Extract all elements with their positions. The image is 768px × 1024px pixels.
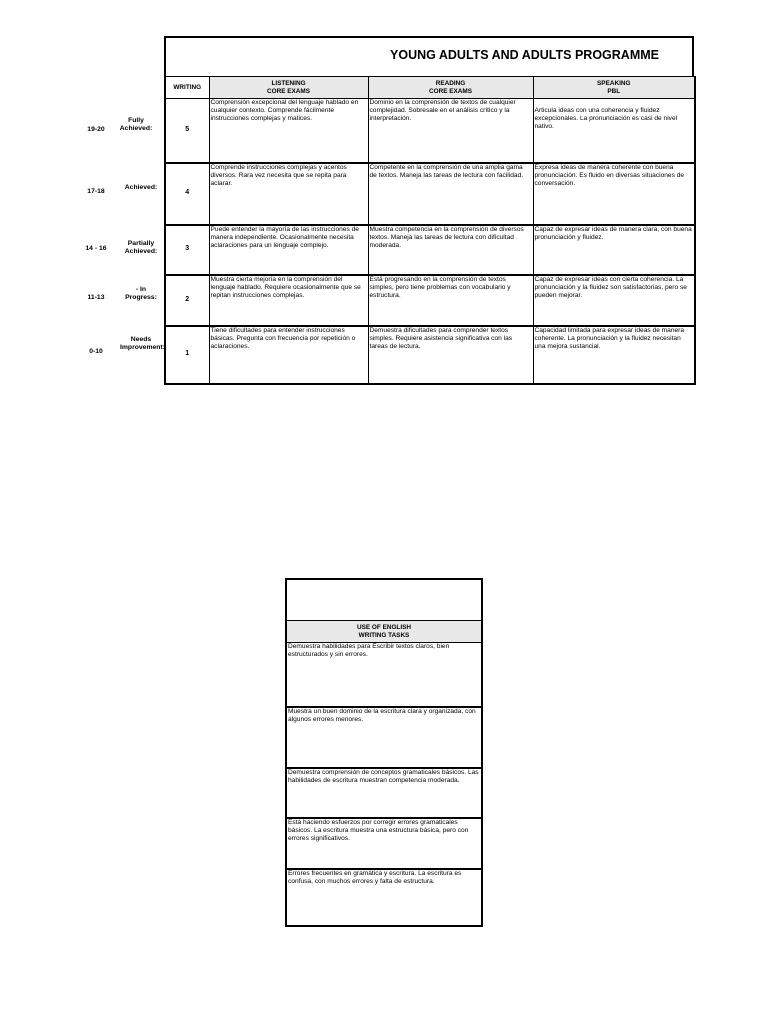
listening-cell: Comprende instrucciones complejas y acentos diversos. Rara vez necesita que se repita para aclarar. <box>209 163 368 225</box>
score-cell: 5 <box>165 99 209 163</box>
table-row <box>286 643 482 707</box>
listening-cell: Tiene dificultades para entender instrucciones básicas. Pregunta con frecuencia por repetición o aclaraciones. <box>209 326 368 384</box>
range-label-1: 19-20 <box>87 126 105 133</box>
use-of-english-header-row <box>286 621 482 643</box>
use-of-english-title-box <box>285 578 483 620</box>
range-label-5: 0-10 <box>89 348 103 355</box>
achievement-label-1: Fully Achieved: <box>119 117 153 133</box>
use-of-english-cell: Demuestra habilidades para Escribir textos claros, bien estructurados y sin errores. <box>286 643 482 707</box>
header-reading <box>368 77 533 99</box>
use-of-english-table <box>285 620 483 927</box>
header-listening <box>209 77 368 99</box>
header-speaking-line1: SPEAKING <box>597 79 631 87</box>
rubric-header-row <box>165 77 695 99</box>
range-label-3: 14 - 16 <box>85 245 107 252</box>
table-row <box>286 869 482 926</box>
rubric-table <box>164 76 696 385</box>
reading-cell: Está progresando en la comprensión de textos simples, pero tiene problemas con vocabulario y estructura. <box>368 275 533 326</box>
header-use-of-english <box>286 621 482 643</box>
header-speaking <box>533 77 695 99</box>
table-row <box>165 99 695 163</box>
reading-cell: Competente en la comprensión de una amplia gama de textos. Maneja las tareas de lectura con facilidad. <box>368 163 533 225</box>
header-reading-line1: READING <box>435 79 466 87</box>
reading-cell: Muestra competencia en la comprensión de diversos textos. Maneja las tareas de lectura con dificultad moderada. <box>368 225 533 275</box>
score-cell: 1 <box>165 326 209 384</box>
speaking-cell: Capacidad limitada para expresar ideas de manera coherente. La pronunciación y la fluidez necesitan una mejora sustancial. <box>533 326 695 384</box>
header-listening-line2: CORE EXAMS <box>267 87 310 95</box>
reading-cell: Dominio en la comprensión de textos de cualquier complejidad. Sobresale en el análisis crítico y la interpretación. <box>368 99 533 163</box>
use-of-english-cell: Muestra un buen dominio de la escritura clara y organizada, con algunos errores menores. <box>286 707 482 768</box>
page-title: YOUNG ADULTS AND ADULTS PROGRAMME <box>390 48 659 62</box>
use-of-english-cell: Está haciendo esfuerzos por corregir errores gramaticales básicos. La escritura muestra una estructura básica, pero con errores significativos. <box>286 818 482 869</box>
reading-cell: Demuestra dificultades para comprender textos simples. Requiere asistencia significativa con las tareas de lectura. <box>368 326 533 384</box>
achievement-label-4: - In Progress: <box>125 286 157 302</box>
listening-cell: Comprensión excepcional del lenguaje hablado en cualquier contexto. Comprende fácilmente instrucciones complejas y matices. <box>209 99 368 163</box>
range-label-4: 11-13 <box>87 294 105 301</box>
table-row <box>165 163 695 225</box>
table-row <box>165 326 695 384</box>
table-row <box>286 707 482 768</box>
header-use-of-english-line1: USE OF ENGLISH <box>357 623 411 631</box>
speaking-cell: Articula ideas con una coherencia y fluidez excepcionales. La pronunciación es casi de nivel nativo. <box>533 99 695 163</box>
table-row <box>165 275 695 326</box>
speaking-cell: Capaz de expresar ideas con cierta coherencia. La pronunciación y la fluidez son satisfactorias, pero se pueden mejorar. <box>533 275 695 326</box>
listening-cell: Puede entender la mayoría de las instrucciones de manera independiente. Ocasionalmente necesita aclaraciones para un lenguaje complejo. <box>209 225 368 275</box>
header-reading-line2: CORE EXAMS <box>429 87 472 95</box>
score-cell: 3 <box>165 225 209 275</box>
listening-cell: Muestra cierta mejoría en la comprensión del lenguaje hablado. Requiere ocasionalmente que se repitan instrucciones complejas. <box>209 275 368 326</box>
achievement-label-5: Needs Improvement: <box>120 336 165 352</box>
title-box <box>164 36 694 76</box>
score-cell: 4 <box>165 163 209 225</box>
achievement-label-2: Achieved: <box>124 184 158 191</box>
header-writing: WRITING <box>165 77 209 99</box>
speaking-cell: Capaz de expresar ideas de manera clara, con buena pronunciación y fluidez. <box>533 225 695 275</box>
header-use-of-english-line2: WRITING TASKS <box>358 631 410 639</box>
range-label-2: 17-18 <box>87 188 105 195</box>
use-of-english-cell: Errores frecuentes en gramática y escritura. La escritura es confusa, con muchos errores y falta de estructura. <box>286 869 482 926</box>
table-row <box>165 225 695 275</box>
table-row <box>286 818 482 869</box>
header-speaking-line2: PBL <box>607 87 621 95</box>
table-row <box>286 768 482 818</box>
achievement-label-3: Partially Achieved: <box>124 240 158 256</box>
header-listening-line1: LISTENING <box>271 79 306 87</box>
use-of-english-cell: Demuestra comprensión de conceptos gramaticales básicos. Las habilidades de escritura muestran competencia moderada. <box>286 768 482 818</box>
speaking-cell: Expresa ideas de manera coherente con buena pronunciación. Es fluido en diversas situaciones de conversación. <box>533 163 695 225</box>
score-cell: 2 <box>165 275 209 326</box>
